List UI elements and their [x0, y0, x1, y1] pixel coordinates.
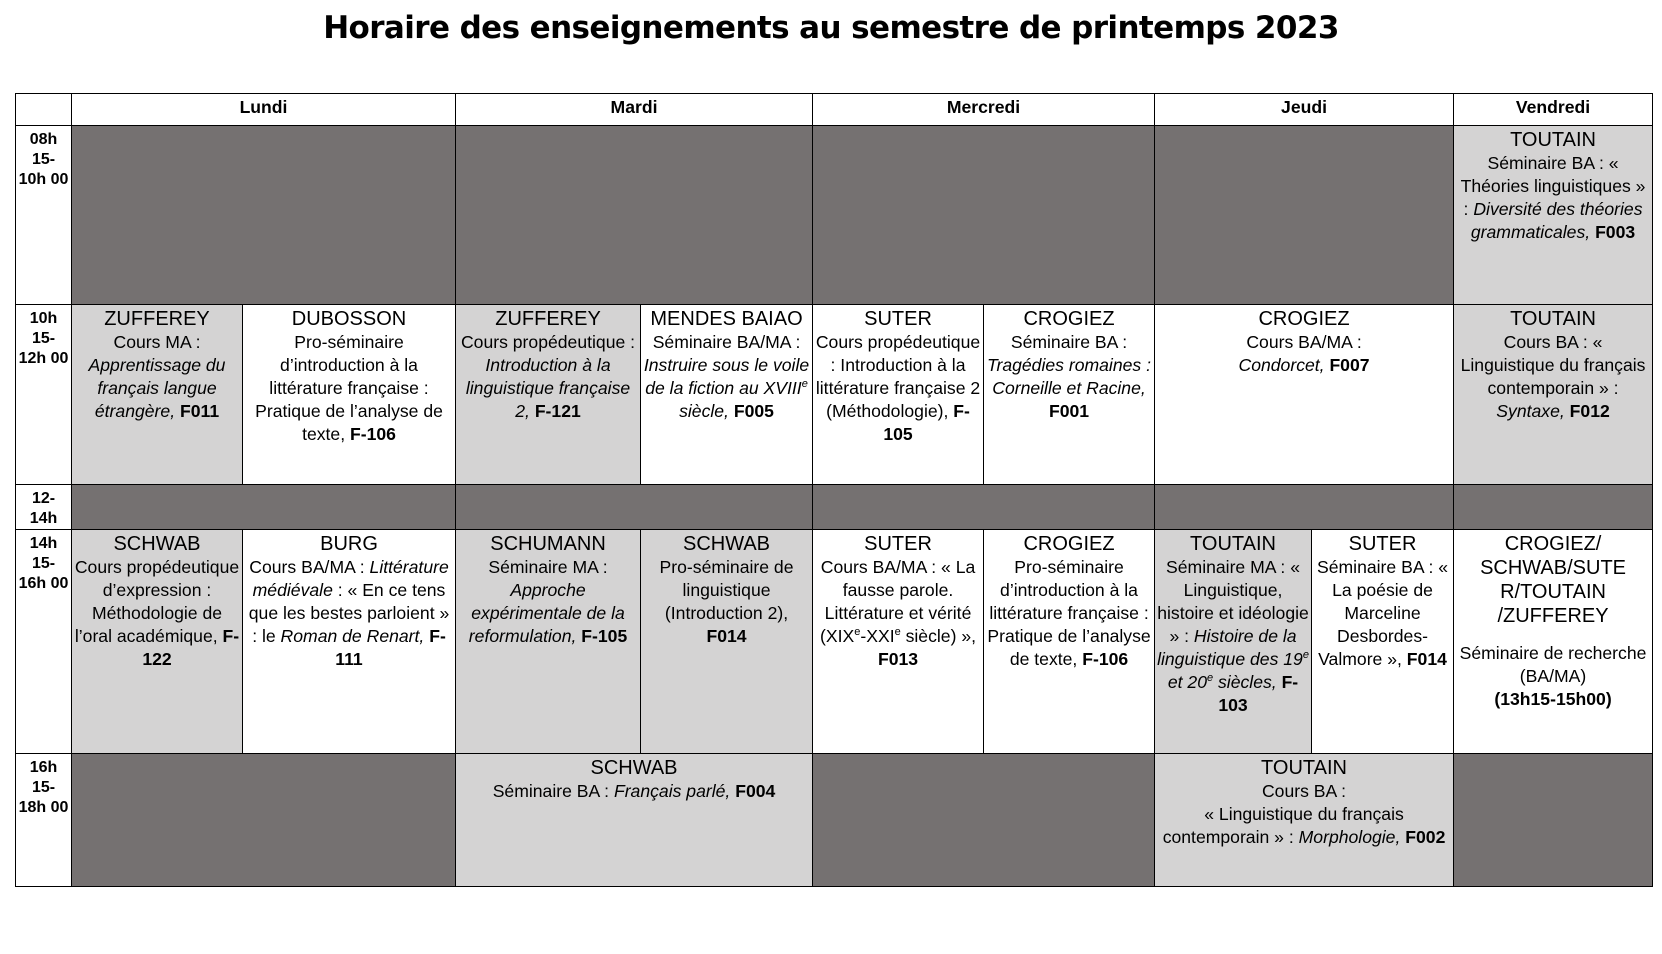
empty-slot — [1155, 485, 1454, 530]
course-cell — [1454, 530, 1653, 754]
course-title: Introduction à la linguistique française 2, — [465, 355, 631, 421]
empty-slot — [813, 485, 1155, 530]
instructor-name: TOUTAIN — [1190, 533, 1276, 555]
instructor-name: TOUTAIN — [1261, 757, 1347, 779]
room-code: F-105 — [883, 401, 970, 444]
instructor-name: TOUTAIN — [1510, 308, 1596, 330]
empty-slot — [813, 126, 1155, 305]
course-cell — [813, 530, 984, 754]
course-cell — [984, 305, 1155, 485]
row-slot-3 — [16, 485, 1653, 530]
course-type: Séminaire BA : — [1487, 153, 1604, 173]
empty-slot — [72, 754, 456, 887]
room-code: F011 — [179, 401, 220, 421]
course-cell — [456, 305, 641, 485]
room-code: F-121 — [534, 401, 581, 421]
course-title: Morphologie, — [1298, 827, 1401, 847]
course-description: Pro-séminaire de linguistique (Introduction 2), — [659, 557, 794, 623]
course-title: Apprentissage du français langue étrangère, — [88, 355, 226, 421]
course-description: Pro-séminaire d’introduction à la littérature française : Pratique de l’analyse de texte, — [255, 332, 443, 444]
course-cell — [1454, 305, 1653, 485]
course-title: Français parlé, — [613, 781, 731, 801]
instructor-name: DUBOSSON — [291, 308, 407, 330]
course-type: Séminaire MA : — [488, 557, 608, 577]
time-label: 16h 15- 18h 00 — [16, 754, 72, 887]
row-slot-2 — [16, 305, 1653, 485]
room-code: F-106 — [349, 424, 396, 444]
course-cell — [641, 530, 813, 754]
room-code: F-106 — [1082, 649, 1129, 669]
room-code: F001 — [1048, 401, 1090, 421]
course-time: (13h15-15h00) — [1494, 689, 1612, 709]
header-row — [16, 94, 1653, 126]
empty-slot — [1454, 754, 1653, 887]
empty-slot — [456, 485, 813, 530]
empty-slot — [1155, 126, 1454, 305]
course-topic: « Linguistique du français contemporain » : — [1460, 332, 1646, 398]
row-slot-5 — [16, 754, 1653, 887]
course-title: Histoire de la linguistique des 19e et 20e siècles, — [1157, 626, 1309, 692]
course-type: Cours BA : — [1261, 781, 1347, 801]
instructor-name: TOUTAIN — [1510, 129, 1596, 151]
instructor-name: CROGIEZ/ SCHWAB/SUTE R/TOUTAIN /ZUFFEREY — [1480, 533, 1626, 627]
room-code: F-103 — [1218, 672, 1299, 715]
course-cell — [456, 754, 813, 887]
instructor-name: SUTER — [864, 308, 932, 330]
course-title: Littérature médiévale — [252, 557, 449, 600]
day-header-jeudi: Jeudi — [1155, 94, 1454, 126]
course-topic: « Théories linguistiques » : — [1460, 153, 1646, 219]
room-code: F012 — [1569, 401, 1610, 421]
instructor-name: SUTER — [864, 533, 932, 555]
day-header-vendredi: Vendredi — [1454, 94, 1653, 126]
empty-slot — [72, 126, 456, 305]
course-cell — [72, 305, 243, 485]
course-cell — [984, 530, 1155, 754]
room-code: F004 — [735, 781, 776, 801]
course-type: Cours propédeutique : — [460, 332, 636, 352]
course-type: Séminaire MA : — [1166, 557, 1286, 577]
course-cell — [243, 530, 456, 754]
course-cell — [1312, 530, 1454, 754]
room-code: F005 — [733, 401, 774, 421]
course-title: Diversité des théories grammaticales, — [1470, 199, 1643, 242]
schedule-table — [15, 93, 1653, 887]
room-code: F014 — [1406, 649, 1447, 669]
empty-slot — [1454, 485, 1653, 530]
course-description: Cours propédeutique : Introduction à la littérature française 2 (Méthodologie), — [815, 332, 981, 421]
course-cell — [641, 305, 813, 485]
instructor-name: MENDES BAIAO — [650, 308, 803, 330]
day-header-mercredi: Mercredi — [813, 94, 1155, 126]
day-header-mardi: Mardi — [456, 94, 813, 126]
course-cell — [456, 530, 641, 754]
empty-slot — [72, 485, 456, 530]
instructor-name: ZUFFEREY — [495, 308, 601, 330]
instructor-name: CROGIEZ — [1258, 308, 1350, 330]
course-topic: « Linguistique, histoire et idéologie » : — [1157, 557, 1309, 646]
course-cell — [1454, 126, 1653, 305]
instructor-name: CROGIEZ — [1023, 533, 1115, 555]
course-type: Cours BA/MA : — [820, 557, 937, 577]
course-title: Roman de Renart, — [280, 626, 425, 646]
course-description: Cours propédeutique d’expression : Méthodologie de l’oral académique, — [74, 557, 240, 646]
page-title: Horaire des enseignements au semestre de printemps 2023 — [323, 10, 1339, 46]
course-cell — [1155, 530, 1312, 754]
empty-slot — [813, 754, 1155, 887]
room-code: F013 — [877, 649, 919, 669]
corner-cell — [16, 94, 72, 126]
course-title: Instruire sous le voile de la fiction au XVIIIe siècle, — [643, 355, 810, 421]
room-code: F014 — [706, 626, 747, 646]
course-type: Séminaire BA/MA : — [652, 332, 801, 352]
course-type: Cours BA/MA : — [1246, 332, 1362, 352]
course-topic: « Linguistique du français contemporain » : — [1162, 804, 1404, 847]
instructor-name: SUTER — [1348, 533, 1417, 555]
course-type: Séminaire BA : — [492, 781, 610, 801]
room-code: F003 — [1595, 222, 1636, 242]
course-type: Cours MA : — [113, 332, 201, 352]
row-slot-4 — [16, 530, 1653, 754]
course-type: Séminaire BA : — [1316, 557, 1434, 577]
course-type: Séminaire BA : — [1010, 332, 1128, 352]
course-title: Approche expérimentale de la reformulation, — [468, 580, 625, 646]
course-cell — [243, 305, 456, 485]
course-description: Pro-séminaire d’introduction à la littérature française : Pratique de l’analyse de texte, — [987, 557, 1151, 669]
room-code: F007 — [1329, 355, 1370, 375]
empty-slot — [456, 126, 813, 305]
instructor-name: SCHUMANN — [490, 533, 606, 555]
instructor-name: CROGIEZ — [1023, 308, 1115, 330]
instructor-name: SCHWAB — [682, 533, 771, 555]
instructor-name: BURG — [320, 533, 378, 555]
course-description: « La fausse parole. Littérature et vérité (XIXe-XXIe siècle) », — [820, 557, 976, 646]
course-title: Tragédies romaines : Corneille et Racine, — [987, 355, 1151, 398]
course-cell — [72, 530, 243, 754]
course-description: : « En ce tens que les bestes parloient » : le — [248, 580, 450, 646]
time-label: 08h 15- 10h 00 — [16, 126, 72, 305]
room-code: F-105 — [581, 626, 628, 646]
room-code: F002 — [1405, 827, 1446, 847]
instructor-name: SCHWAB — [590, 757, 678, 779]
time-label: 12- 14h — [16, 485, 72, 530]
time-label: 10h 15- 12h 00 — [16, 305, 72, 485]
course-type: Cours BA/MA : — [249, 557, 365, 577]
instructor-name: ZUFFEREY — [104, 308, 210, 330]
room-code: F-122 — [142, 626, 240, 669]
course-type: Cours BA : — [1503, 332, 1588, 352]
course-title: Syntaxe, — [1496, 401, 1565, 421]
row-slot-1 — [16, 126, 1653, 305]
time-label: 14h 15- 16h 00 — [16, 530, 72, 754]
day-header-lundi: Lundi — [72, 94, 456, 126]
course-description: « La poésie de Marceline Desbordes-Valmore », — [1318, 557, 1449, 669]
instructor-name: SCHWAB — [113, 533, 201, 555]
course-title: Condorcet, — [1238, 355, 1325, 375]
course-cell — [813, 305, 984, 485]
course-cell — [1155, 754, 1454, 887]
course-description: Séminaire de recherche (BA/MA) — [1459, 643, 1647, 686]
room-code: F-111 — [335, 626, 446, 669]
course-cell — [1155, 305, 1454, 485]
